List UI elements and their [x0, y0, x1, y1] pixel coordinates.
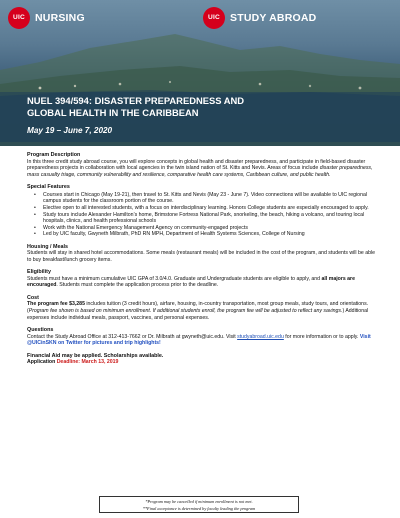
list-item: • Study tours include Alexander Hamilton’s home, Brimstone Fortress National Park, snorkeling, the beach, hiking a volcano, and touring local hospitals, clinics, and health professional schools	[43, 212, 377, 225]
list-item: • Elective open to all interested students, with a focus on interdisciplinary learning. Honors College students are especially encouraged to apply.	[43, 205, 377, 212]
course-title	[27, 95, 357, 119]
eligibility-text: Students must have a minimum cumulative UIC GPA of 3.0/4.0. Graduate and Undergraduate students are eligible to apply, and all majors are encouraged. Students must complete the application process prior to the deadline.	[27, 275, 355, 289]
program-dates: May 19 – June 7, 2020	[27, 126, 113, 135]
nursing-wordmark: NURSING	[35, 11, 85, 24]
special-features-list	[27, 192, 377, 238]
uic-logo-mark: UIC	[8, 7, 30, 29]
twitter-callout: Visit @UICinSKN on Twitter for pictures and trip highlights!	[27, 333, 371, 347]
study-abroad-wordmark: STUDY ABROAD	[230, 11, 317, 24]
uic-study-abroad-logo	[203, 7, 316, 29]
footnote-cancel: *Program may be cancelled if minimum enrollment is not met.	[145, 499, 253, 504]
list-item: • Work with the National Emergency Management Agency on community-engaged projects	[43, 225, 377, 232]
uic-nursing-logo	[8, 7, 85, 29]
list-item: • Led by UIC faculty, Gwyneth Milbrath, PhD RN MPH, Department of Health Systems Sciences, College of Nursing	[43, 231, 377, 238]
cost-text: The program fee $3,285 includes tuition (3 credit hours), airfare, housing, in-country transportation, most group meals, study tours, and orientations. (Program fee shown is based on minimum enrollment. If additional students enroll, the program fee will be adjusted to reflect any savings.) Additional expenses include individual meals, passport, vaccines, and personal expenses.	[27, 301, 369, 321]
program-description-text: In this three credit study abroad course, you will explore concepts in global health and disaster preparedness, and participate in field-based disaster preparedness projects in collaboration with local agencies in the twin island nation of St. Kitts and Nevis. Areas of focus include disaster preparedness, mass casualty triage, community vulnerability and resilience, comparative health care systems, Caribbean culture, and public health.	[27, 158, 373, 178]
special-features-heading: Special Features	[27, 184, 70, 191]
footnote-acceptance: **Final acceptance is determined by faculty leading the program	[142, 506, 256, 511]
course-title-line-2: GLOBAL HEALTH IN THE CARIBBEAN	[27, 107, 199, 118]
program-description-heading: Program Description	[27, 152, 81, 158]
eligibility-heading: Eligibility	[27, 269, 51, 276]
application-deadline: Application Deadline: March 13, 2019	[27, 359, 119, 366]
course-title-line-1: NUEL 394/594: DISASTER PREPAREDNESS AND	[27, 95, 245, 106]
questions-text: Contact the Study Abroad Office at 312-413-7662 or Dr. Milbrath at gwyneth@uic.edu. Visit studyabroad.uic.edu for more information or to apply. Visit @UICinSKN on Twitter for pictures and trip highlights!	[27, 333, 371, 347]
cost-heading: Cost	[27, 294, 39, 301]
study-abroad-link[interactable]: studyabroad.uic.edu	[237, 333, 284, 340]
list-item: • Courses start in Chicago (May 19-21), then travel to St. Kitts and Nevis (May 23 - June 7). Video connections will be available to UIC regional campus students for the classroom portion of the course.	[43, 192, 377, 205]
uic-logo-mark: UIC	[203, 7, 225, 29]
questions-heading: Questions	[27, 327, 54, 334]
flyer-body	[27, 152, 377, 366]
footnote-box	[99, 496, 299, 513]
header-banner	[0, 0, 400, 146]
housing-text: Students will stay in shared hotel accommodations. Some meals (restaurant meals) will be included in the cost of the program, and students will be able to buy breakfast/lunch grocery items.	[27, 250, 376, 263]
housing-heading: Housing / Meals	[27, 243, 69, 250]
deadline-date: Deadline: March 13, 2019	[56, 359, 119, 366]
financial-aid-line: Financial Aid may be applied. Scholarships available.	[27, 352, 164, 359]
